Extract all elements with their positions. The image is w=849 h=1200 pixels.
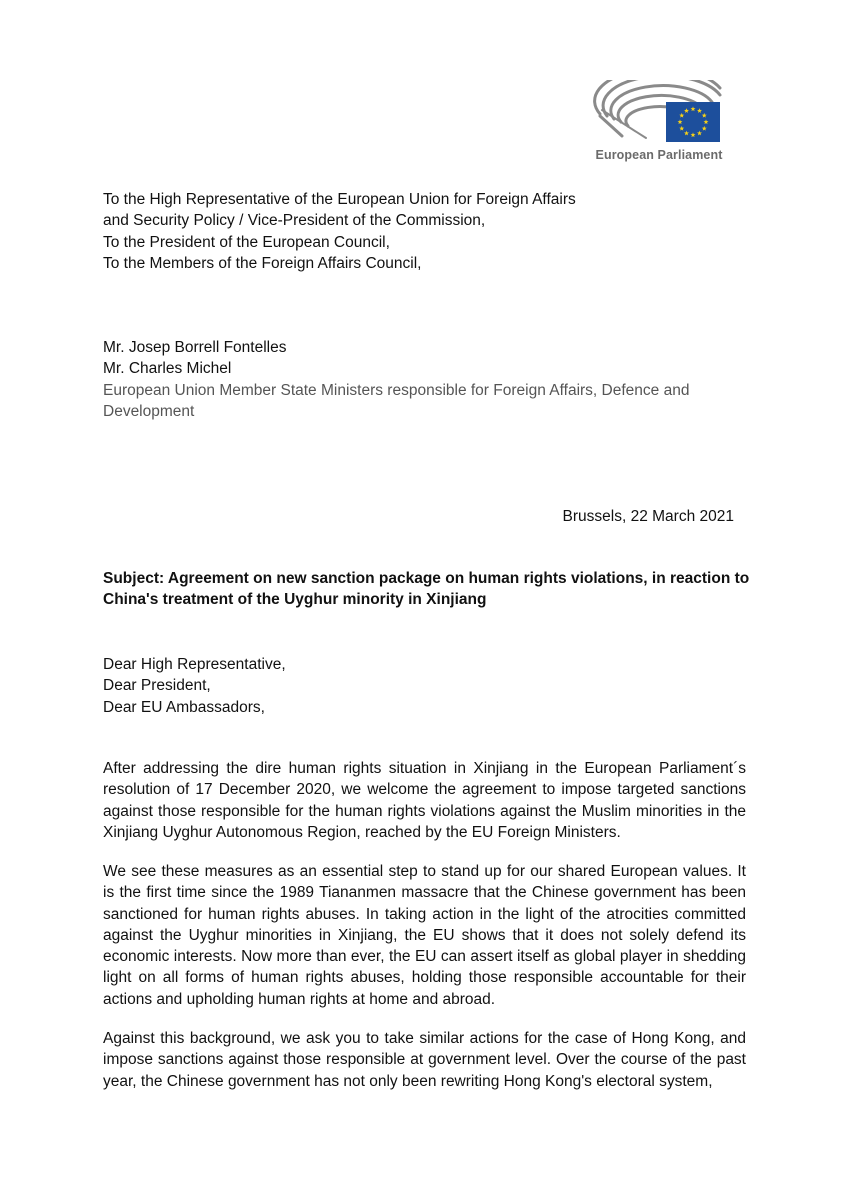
salutation-block [103, 654, 763, 718]
body-paragraph: We see these measures as an essential step to stand up for our shared European values. It is the first time since the 1989 Tiananmen massacre that the Chinese government has been sanctioned for human rights abuses. In taking action in the light of the atrocities committed against the Uyghur minorities in Xinjiang, the EU shows that it does not solely defend its economic interests. Now more than ever, the EU can assert itself as global player in shedding light on all forms of human rights abuses, holding those responsible accountable for their actions and upholding human rights at home and abroad. [103, 863, 746, 1008]
addressees-block [103, 337, 763, 422]
recipient-line: To the Members of the Foreign Affairs Council, [103, 254, 422, 272]
addressee-ministers: Development [103, 402, 195, 420]
subject-text: China's treatment of the Uyghur minority in Xinjiang [103, 591, 487, 609]
european-parliament-logo [592, 80, 726, 166]
addressee-name: Mr. Charles Michel [103, 360, 232, 378]
subject-text: Subject: Agreement on new sanction package on human rights violations, in reaction to [103, 570, 750, 587]
recipient-line: To the President of the European Council, [103, 233, 390, 251]
addressee-ministers: European Union Member State Ministers responsible for Foreign Affairs, Defence and [103, 381, 690, 399]
addressee-name: Mr. Josep Borrell Fontelles [103, 339, 287, 356]
body-paragraph: Against this background, we ask you to take similar actions for the case of Hong Kong, and impose sanctions against those responsible at government level. Over the course of the past year, the Chinese government has not only been rewriting Hong Kong's electoral system, [103, 1030, 746, 1090]
salutation-line: Dear President, [103, 677, 211, 695]
logo-wordmark: European Parliament [595, 148, 723, 162]
recipient-line: and Security Policy / Vice-President of the Commission, [103, 212, 486, 230]
letter-date: Brussels, 22 March 2021 [562, 508, 734, 525]
salutation-line: Dear EU Ambassadors, [103, 698, 265, 716]
recipients-block [103, 189, 763, 274]
hemicycle-flag-icon [592, 80, 726, 146]
recipient-line: To the High Representative of the European Union for Foreign Affairs [103, 191, 576, 208]
body-paragraph: After addressing the dire human rights situation in Xinjiang in the European Parliament´s resolution of 17 December 2020, we welcome the agreement to impose targeted sanctions against those responsible for the human rights violations against the Muslim minorities in the Xinjiang Uyghur Autonomous Region, reached by the EU Foreign Ministers. [103, 760, 746, 841]
subject-line [103, 568, 763, 611]
salutation-line: Dear High Representative, [103, 656, 286, 673]
